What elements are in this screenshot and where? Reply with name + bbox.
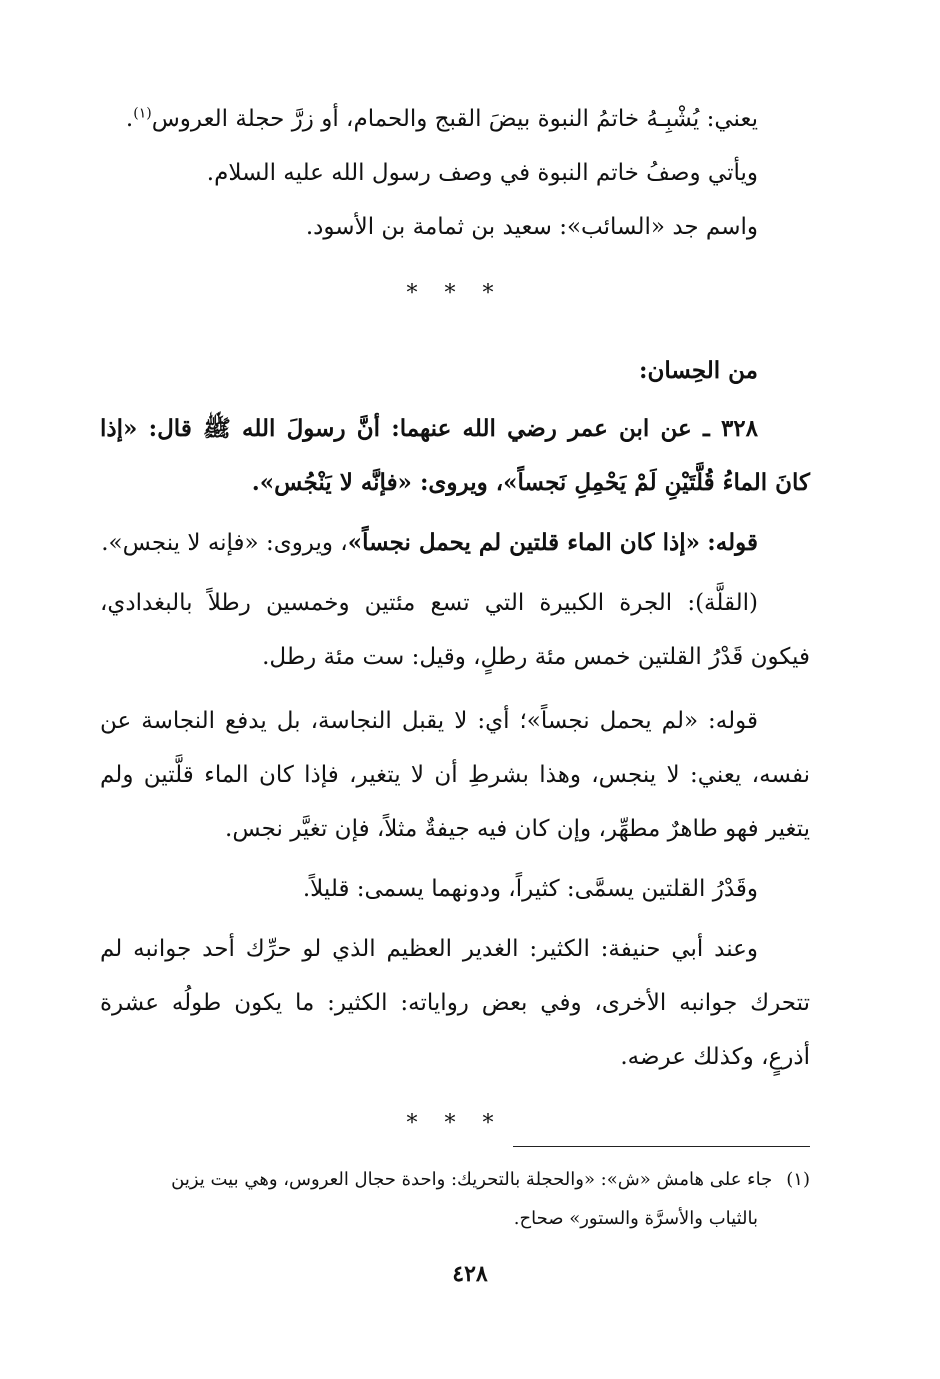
commentary-1-label: قوله: [707,529,758,556]
footnotes [100,1160,810,1238]
intro-paragraph-2: ويأتي وصفُ خاتم النبوة في وصف رسول الله عليه السلام. [206,160,758,186]
commentary-3: قوله: «لم يحمل نجساً»؛ أي: لا يقبل النجاسة، بل يدفع النجاسة عن نفسه، يعني: لا ينجس، وهذا بشرطِ أن لا يتغير، فإذا كان الماء قلَّتين ولم يتغير فهو طاهرٌ مطهِّر، وإن كان فيه جيفةٌ مثلاً، فإن تغيَّر نجس. [100,708,810,842]
intro-text-1-end: . [125,106,134,132]
page-body [100,92,810,1174]
commentary-1 [100,516,810,570]
commentary-2: (القلَّة): الجرة الكبيرة التي تسع مئتين وخمسين رطلاً بالبغدادي، فيكون قَدْرُ القلتين خمس مئة رطلٍ، وقيل: ست مئة رطل. [100,590,810,670]
intro-paragraph-3: واسم جد «السائب»: سعيد بن ثمامة بن الأسود. [305,214,758,240]
intro-text-1: يعني: يُشْبِـهُ خاتمُ النبوة بيضَ القبج والحمام، أو زرَّ حجلة العروس [151,106,758,132]
page-number: ٤٢٨ [452,1261,488,1287]
footnote-1 [100,1160,810,1199]
hadith-paragraph [100,402,810,510]
footnote-number: (١) [786,1169,810,1190]
footnote-divider [513,1146,810,1147]
section-heading: من الحِسان: [639,357,758,384]
footnote-reference[interactable]: (١) [133,105,152,122]
section-separator-1: * * * [406,281,504,306]
commentary-4: وقَدْرُ القلتين يسمَّى: كثيراً، ودونهما يسمى: قليلاً. [302,876,758,902]
footnote-line-2: بالثياب والأسرَّة والستور» صحاح. [513,1208,758,1229]
hadith-text: عن ابن عمر رضي الله عنهما: أنَّ رسولَ الله ﷺ قال: «إذا كانَ الماءُ قُلَّتَيْنِ لَمْ يَحْمِلِ نَجساً»، ويروى: «فإنَّه لا يَنْجُس». [100,415,810,496]
intro-paragraph-1 [100,92,810,146]
section-separator-2: * * * [406,1111,504,1136]
commentary-5: وعند أبي حنيفة: الكثير: الغدير العظيم الذي لو حرِّك أحد جوانبه لم تتحرك جوانبه الأخرى، وفي بعض رواياته: الكثير: ما يكون طولُه عشرة أذرعٍ، وكذلك عرضه. [100,936,810,1070]
footnote-line-1: جاء على هامش «ش»: «والحجلة بالتحريك: واحدة حجال العروس، وهي بيت يزين [171,1169,773,1190]
commentary-1-quote: «إذا كان الماء قلتين لم يحمل نجساً» [347,529,700,556]
commentary-1-rest: ، ويروى: «فإنه لا ينجس». [101,530,348,556]
hadith-number: ٣٢٨ ـ [702,415,758,442]
